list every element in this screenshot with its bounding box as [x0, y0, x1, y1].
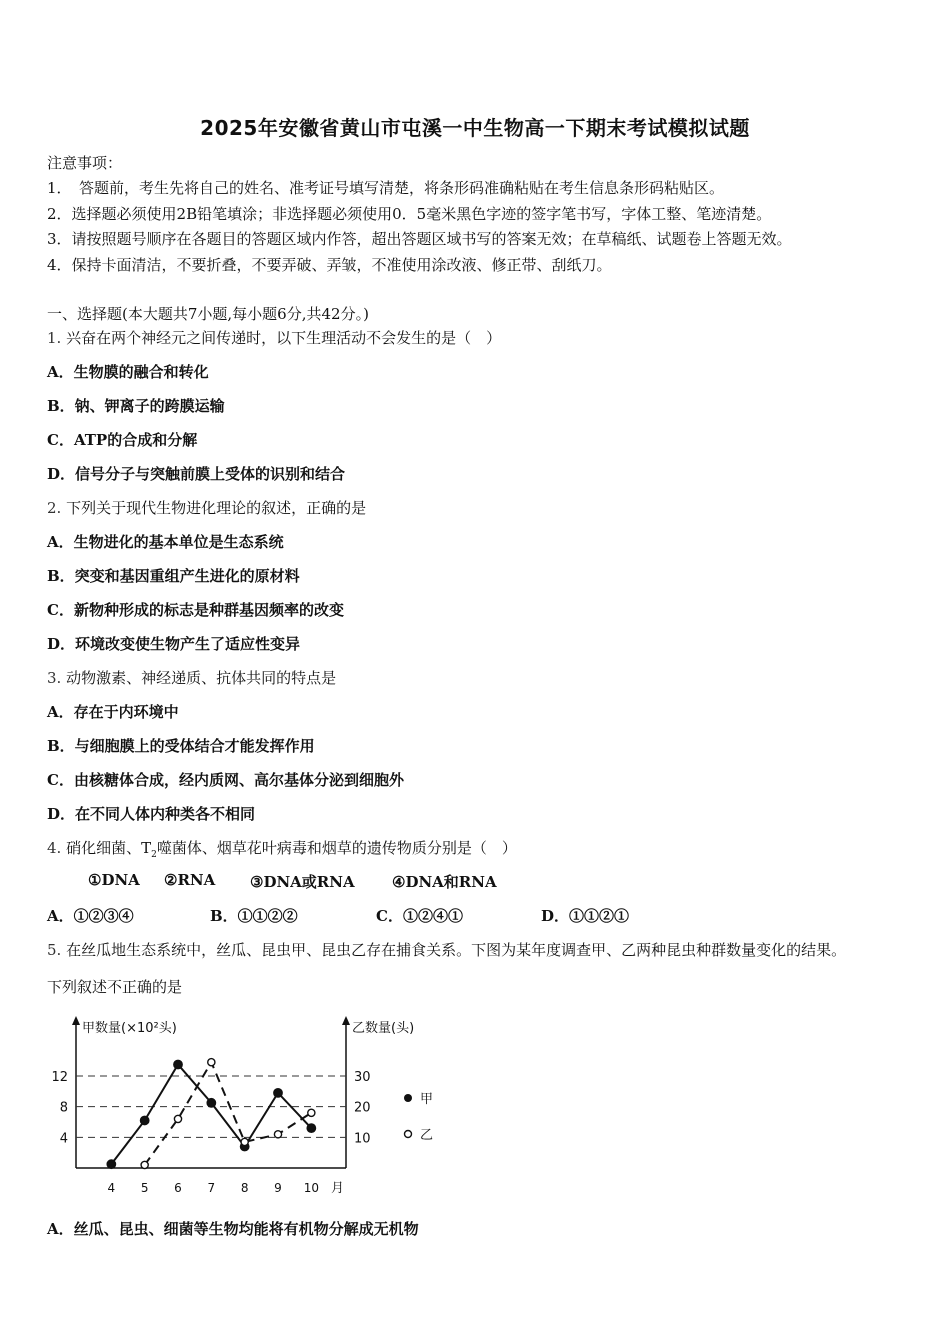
left-tick-label: 8	[59, 1100, 68, 1116]
choice: ③DNA或RNA	[250, 873, 355, 891]
question-stem: 在丝瓜地生态系统中，丝瓜、昆虫甲、昆虫乙存在捕食关系。下图为某年度调查甲、乙两种昆虫种群数量变化的结果。	[66, 941, 847, 959]
legend-marker-yi	[405, 1131, 412, 1138]
data-point-yi	[308, 1109, 315, 1116]
question-2	[47, 497, 366, 518]
right-axis-label: 乙数量(头)	[352, 1021, 415, 1036]
option: D．在不同人体内种类各不相同	[47, 805, 256, 823]
option: B．钠、钾离子的跨膜运输	[47, 397, 225, 415]
data-point-yi	[141, 1161, 148, 1168]
question-stem: 下列关于现代生物进化理论的叙述，正确的是	[66, 499, 367, 517]
question-number: 5.	[47, 941, 62, 959]
question-number: 4.	[47, 839, 62, 857]
question-number: 3.	[47, 669, 62, 687]
x-tick-label: 9	[274, 1181, 282, 1195]
x-tick-label: 6	[174, 1181, 182, 1195]
option: B．①①②②	[210, 907, 298, 925]
x-tick-label: 8	[240, 1181, 249, 1195]
option: D．①①②①	[541, 907, 630, 925]
left-axis-label: 甲数量(×10²头)	[82, 1021, 177, 1036]
option: D．环境改变使生物产生了适应性变异	[47, 635, 301, 653]
question-3	[47, 667, 336, 688]
data-point-jia	[307, 1124, 315, 1132]
option: A．生物膜的融合和转化	[47, 363, 209, 381]
subscript: 2	[151, 850, 157, 860]
left-axis-arrow	[72, 1016, 80, 1025]
option: A．存在于内环境中	[47, 703, 179, 721]
population-chart	[40, 1012, 460, 1202]
section-heading: 一、选择题(本大题共7小题,每小题6分,共42分。)	[47, 305, 369, 323]
data-point-yi	[174, 1115, 181, 1122]
option: C．新物种形成的标志是种群基因频率的改变	[47, 601, 344, 619]
data-point-jia	[140, 1116, 148, 1124]
question-stem: 动物激素、神经递质、抗体共同的特点是	[66, 669, 337, 687]
option: D．信号分子与突触前膜上受体的识别和结合	[47, 465, 346, 483]
x-axis-unit: 月	[331, 1181, 345, 1196]
x-tick-label: 5	[140, 1181, 149, 1195]
question-number: 2.	[47, 499, 62, 517]
option: A．①②③④	[47, 907, 134, 925]
page-title: 2025年安徽省黄山市屯溪一中生物高一下期末考试模拟试题	[200, 116, 750, 140]
question-stem: 噬菌体、烟草花叶病毒和烟草的遗传物质分别是（ ）	[156, 839, 517, 857]
data-point-yi	[241, 1138, 248, 1145]
option: B．突变和基因重组产生进化的原材料	[47, 567, 300, 585]
legend-label-jia: 甲	[420, 1092, 434, 1107]
question-stem: 兴奋在两个神经元之间传递时，以下生理活动不会发生的是（ ）	[66, 329, 502, 347]
left-tick-label: 4	[59, 1131, 68, 1147]
legend-label-yi: 乙	[420, 1128, 434, 1143]
option: C．①②④①	[376, 907, 463, 925]
legend-marker-jia	[404, 1094, 412, 1102]
option: A．丝瓜、昆虫、细菌等生物均能将有机物分解成无机物	[47, 1220, 419, 1238]
choice: ④DNA和RNA	[392, 873, 497, 891]
data-point-jia	[107, 1160, 115, 1168]
option: A．生物进化的基本单位是生态系统	[47, 533, 284, 551]
notice-heading: 注意事项：	[47, 154, 123, 172]
option: B．与细胞膜上的受体结合才能发挥作用	[47, 737, 315, 755]
data-point-yi	[208, 1059, 215, 1066]
option: C．ATP的合成和分解	[47, 431, 198, 449]
data-point-jia	[274, 1089, 282, 1097]
option: C．由核糖体合成，经内质网、高尔基体分泌到细胞外	[47, 771, 404, 789]
x-tick-label: 7	[207, 1181, 216, 1195]
left-tick-label: 12	[51, 1070, 68, 1085]
question-number: 1.	[47, 329, 62, 347]
question-stem-continued: 下列叙述不正确的是	[47, 978, 183, 996]
data-point-jia	[174, 1060, 182, 1068]
notice-item: 2．选择题必须使用2B铅笔填涂；非选择题必须使用0．5毫米黑色字迹的签字笔书写，字体工整、笔迹清楚。	[47, 205, 772, 223]
series-line-jia	[111, 1065, 311, 1165]
right-axis-arrow	[342, 1016, 350, 1025]
x-tick-label: 4	[107, 1181, 116, 1195]
question-5	[47, 939, 846, 960]
question-stem: 硝化细菌、T	[66, 839, 152, 857]
right-tick-label: 30	[354, 1070, 371, 1085]
question-1	[47, 327, 501, 348]
choice: ②RNA	[164, 871, 216, 889]
x-tick-label: 10	[303, 1181, 319, 1195]
data-point-jia	[207, 1099, 215, 1107]
notice-item: 3．请按照题号顺序在各题目的答题区域内作答，超出答题区域书写的答案无效；在草稿纸、试题卷上答题无效。	[47, 230, 792, 248]
right-tick-label: 20	[354, 1100, 371, 1116]
notice-item: 1． 答题前，考生先将自己的姓名、准考证号填写清楚，将条形码准确粘贴在考生信息条形码粘贴区。	[47, 179, 725, 197]
data-point-yi	[274, 1131, 281, 1138]
right-tick-label: 10	[354, 1131, 371, 1147]
choice: ①DNA	[88, 871, 140, 889]
notice-item: 4．保持卡面清洁，不要折叠，不要弄破、弄皱，不准使用涂改液、修正带、刮纸刀。	[47, 256, 612, 274]
question-4	[47, 837, 517, 860]
